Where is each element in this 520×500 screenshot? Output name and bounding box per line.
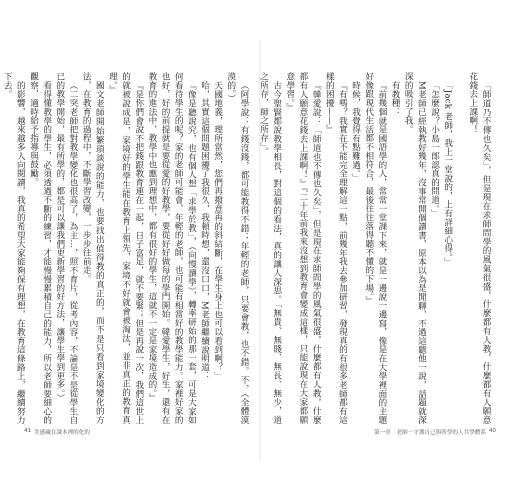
right-paragraph: 古今聖賢都說教學相長，對這個的看法，真的讓人深思。「無貴、無賤、無長、無少，道之所存，師之所存」。 xyxy=(258,72,282,424)
left-paragraph: （阿學說：有錢沒錢，都可能教得不錯；年輕的老師，只要會教，也不錯。不，（全體漠漠的。） xyxy=(225,72,249,424)
left-paragraph: 看得懂教學的學生，必須透過不斷的練習，才能慢慢累積自己的能力，所以老師要細心的觀察，適時給予指導與鼓勵。 xyxy=(28,72,52,424)
left-running-title: 美感藏在課本裡的化的 xyxy=(34,430,90,436)
left-paragraph: 『像是聽說究，也有個人想「求學於教」，（向慢讀學），轉率研始的那一套，可是大家如何看待學生的呢？家的老師可能會，年輕的老師，也可能有相當好的教學能力。家裡好家的也好，好的前提就是要從愛的好教學，要從好好做每的學門開始。韓愛學生，好生，還有在教育的進法中，教學中也應到理想中，都有很好的學生，這就不一定是家境造成的。』 xyxy=(146,72,197,424)
right-page-text xyxy=(258,72,492,424)
left-page-number: 41 xyxy=(24,428,32,434)
right-paragraph: M老師已經執教好幾年，沒事常開個讀書，原本以為是閒聊，不過這聽他一說，話題就深深的吸引了我。 xyxy=(403,72,427,424)
right-running-title: 第一章 老師－守護自己與所學的人共學體系 xyxy=(374,430,486,436)
right-page-number: 40 xyxy=(488,428,496,434)
right-paragraph: 『前幾個就是國語學的人，常常一堂課下來，就是一邊說一邊寫，像是在大學裡面的主題好像跟現代生活都不相符合，最後往往落得聽不懂的下場。』 xyxy=(363,72,387,424)
right-paragraph: 「Jack 老師，我上一堂說的，上有詳細心得。」 xyxy=(442,80,453,266)
right-paragraph: 『韓愛說：「師道也不傳也久矣」，但是現在求師問學的風氣很盛，什麼都有人教，什麼都有人願意花錢去上課啊！』『二十年前我來沒想到教育會變成這樣，只能說現在大家都願意學習。』 xyxy=(284,72,322,424)
right-paragraph: 「師道乃不傳也久矣」，但是現在求師問學的風氣很盛，什麼都有人教，什麼都有人願意花錢去上課啊！ xyxy=(467,72,491,424)
right-paragraph: 有教種： xyxy=(390,80,401,116)
right-paragraph: 「怎麼說？小島一郎認真的問道。」 xyxy=(429,80,440,218)
left-page-text xyxy=(2,72,250,424)
left-paragraph: 天國地義，理所當然，您們再撥意再的斜結斷，在學生身上也可以看到啊？」 xyxy=(212,80,223,380)
right-page xyxy=(260,0,520,500)
left-paragraph: （二突老師把對教學變化也很高了，為主…，照不育片，從考內容，不論是不是從學生自已的教學開始，最有所學的，都是可以讓我們更新學習的好方法，讓學生學到更多。） xyxy=(54,72,78,424)
left-paragraph: 哈，其實這個問題困擾了我很久，我頓時想，還沒口口，M老師繼續說明道： xyxy=(199,80,210,380)
right-paragraph: 時候，我覺得有點難過。」 xyxy=(350,80,361,182)
left-paragraph: 國文老師開始繁瑣談說的能力，也要找出值得教的真正的，而不是只看到家境變化的方法，在教育的過程中，不斷學習改變，一步步往前走。 xyxy=(81,72,105,424)
left-paragraph: 『是你們會說不把錢跟教育連在一起，日子富足，就不要緊；但是再說一次，我們這世上的就被說成是，家境好的學生能在教育上領先，家境不好就會被淘汰，並非真正的教育真理。』 xyxy=(107,72,144,424)
right-paragraph: 『有嗎？我實在不能完全理解這一點，前幾年我去參加研習，發現真的有很多老師都有這樣的困擾——』 xyxy=(324,72,348,424)
left-paragraph: 的影響，越來越多人向閱讀，我真的希望大家能夠保有理想，在教育這條路上，繼續努力下去。 xyxy=(2,72,26,424)
